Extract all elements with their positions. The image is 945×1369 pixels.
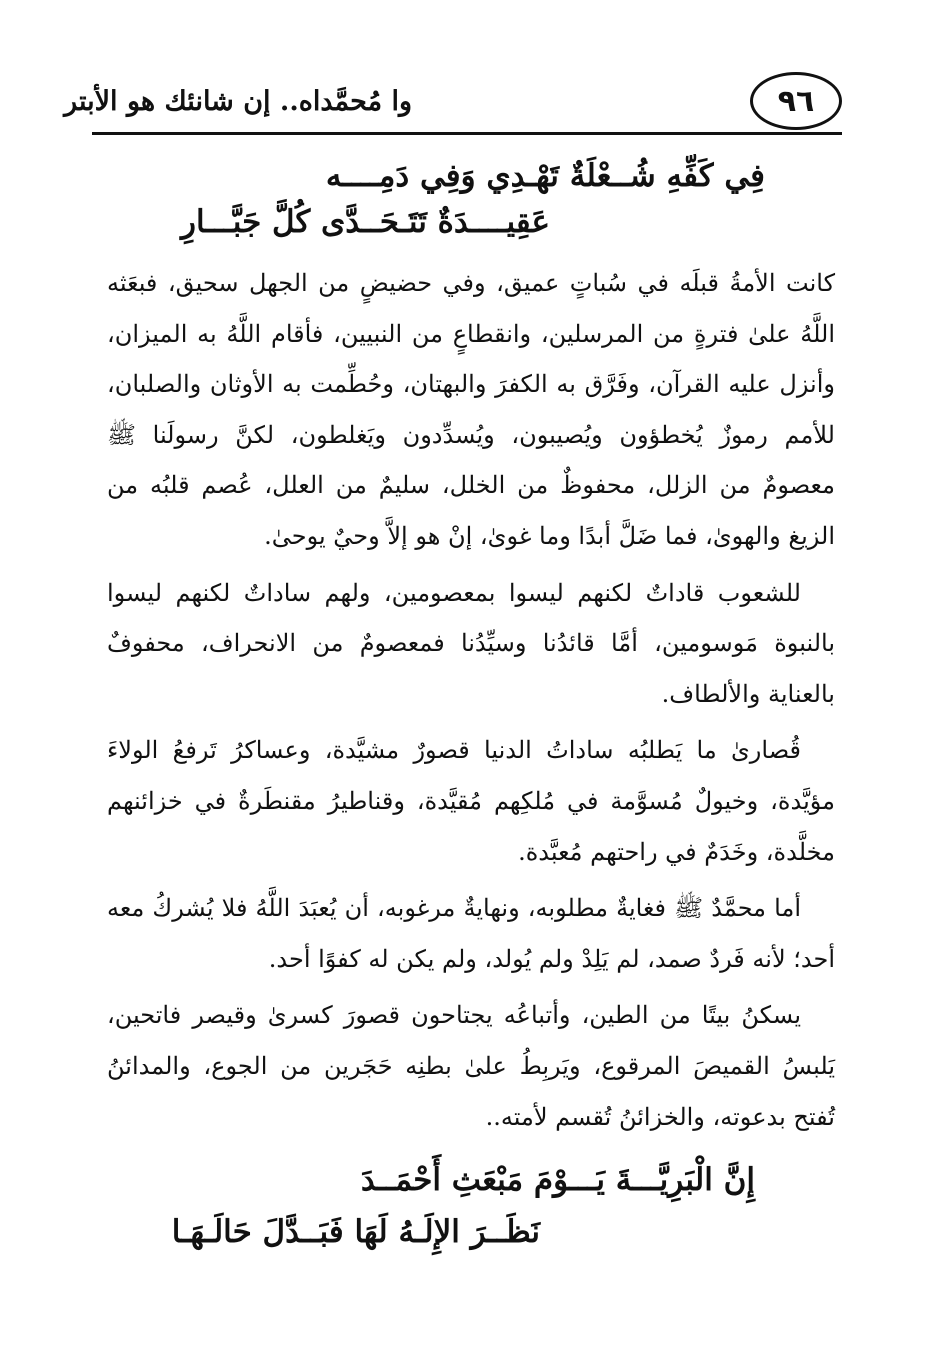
running-title: وا مُحمَّداه.. إن شانئك هو الأبتر: [64, 86, 412, 117]
paragraph-5: يسكنُ بيتًا من الطين، وأتباعُه يجتاحون قصورَ كسرىٰ وقيصر فاتحين، يَلبسُ القميصَ المرقوع، ويَربِطُ علىٰ بطنِه حَجَرين من الجوع، والمدائنُ تُفتح بدعوته، والخزائنُ تُقسم لأمته..: [107, 1001, 835, 1131]
paragraph-2: للشعوب قاداتٌ لكنهم ليسوا بمعصومين، ولهم ساداتٌ لكنهم ليسوا بالنبوة مَوسومين، أمَّا قائدُنا وسيِّدُنا فمعصومٌ من الانحراف، محفوفٌ بالعناية والألطاف.: [107, 578, 835, 708]
paragraph-3: قُصارىٰ ما يَطلبُه ساداتُ الدنيا قصورٌ مشيَّدة، وعساكرُ تَرفعُ الولاءَ مؤيَّدة، وخيولٌ مُسوَّمة في مُلكِهم مُقيَّدة، وقناطيرُ مقنطَرةٌ في خزائنهم مخلَّدة، وخَدَمٌ في راحتهم مُعبَّدة.: [107, 736, 835, 866]
page-number: ٩٦: [750, 72, 842, 130]
poem-top-line-1: فِي كَفِّهِ شُــعْلَةٌ تَهْـدِي وَفِي دَمِــــه: [325, 158, 765, 194]
body-text: [107, 258, 835, 1142]
header-rule: [92, 132, 842, 135]
poem-bottom-line-1: إِنَّ الْبَرِيَّـــةَ يَـــوْمَ مَبْعَثِ أَحْمَــدَ: [360, 1162, 755, 1198]
poem-bottom-line-2: نَظَــرَ الإِلَـهُ لَهَا فَبَــدَّلَ حَالَـهَـا: [171, 1214, 540, 1250]
paragraph-4: أما محمَّدٌ ﷺ فغايةٌ مطلوبه، ونهايةٌ مرغوبه، أن يُعبَدَ اللَّهُ فلا يُشركُ معه أحد؛ لأنه فَردٌ صمد، لم يَلِدْ ولم يُولد، ولم يكن له كفوًا أحد.: [107, 894, 835, 973]
paragraph-1: كانت الأمةُ قبلَه في سُباتٍ عميق، وفي حضيضٍ من الجهل سحيق، فبعَثه اللَّهُ علىٰ فترةٍ من المرسلين، وانقطاعٍ من النبيين، فأقام اللَّهُ به الميزان، وأنزل عليه القرآن، وفَرَّق به الكفرَ والبهتان، وحُطِّمت به الأوثان والصلبان، للأمم رموزٌ يُخطؤون ويُصيبون، ويُسدِّدون ويَغلطون، لكنَّ رسولَنا ﷺ معصومٌ من الزلل، محفوظٌ من الخلل، سليمٌ من العلل، عُصم قلبُه من الزيغ والهوىٰ، فما ضَلَّ أبدًا وما غوىٰ، إنْ هو إلاَّ وحيٌ يوحىٰ.: [107, 269, 835, 550]
poem-top-line-2: عَقِيــــدَةٌ تَتَـحَــدَّى كُلَّ جَبَّـــارِ: [181, 204, 550, 240]
page-header: [64, 62, 842, 142]
